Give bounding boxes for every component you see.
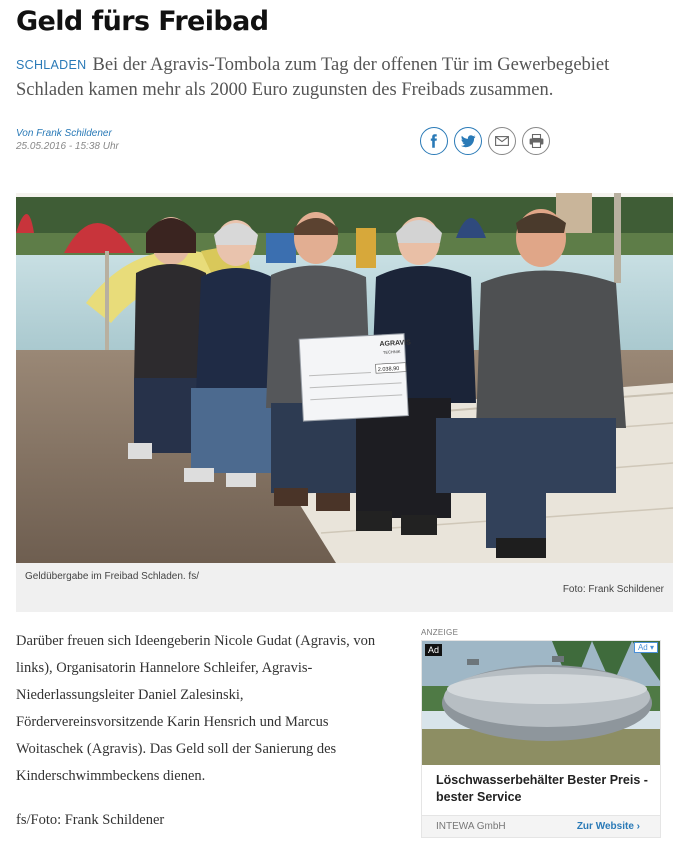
ad-cta-button[interactable] [577,821,640,832]
ad-badge: Ad [425,644,442,656]
twitter-share-button[interactable] [454,127,482,155]
lead-text: Bei der Agravis-Tombola zum Tag der offenen Tür im Gewerbegebiet Schladen kamen mehr als 2000 Euro zugunsten des Freibads zusammen. [16,55,610,100]
location-tag[interactable]: SCHLADEN [16,58,87,72]
publish-date: 25.05.2016 - 15:38 Uhr [16,141,119,152]
ad-footer [422,815,660,837]
ad-title[interactable]: Löschwasserbehälter Bester Preis - bester Service [436,773,648,804]
adchoices-button[interactable]: Ad ▾ [634,642,658,653]
byline [16,127,119,153]
chevron-right-icon: › [636,821,640,832]
print-button[interactable] [522,127,550,155]
mail-share-button[interactable] [488,127,516,155]
cheque-sub: TECHNIK [382,348,401,355]
ad-card[interactable] [421,640,661,838]
ad-image[interactable] [422,641,660,765]
ad-cta-label: Zur Website [576,821,634,832]
print-icon [529,134,544,148]
cheque-brand: AGRAVIS [379,339,412,348]
body-paragraph: Darüber freuen sich Ideengeberin Nicole Gudat (Agravis, von links), Organisatorin Hannelore Schleifer, Agravis-Niederlassungsleiter Daniel Zalesinski, Fördervereinsvorsitzende Karin Hensrich und Marcus Woitaschek (Agravis). Das Geld soll der Sanierung des Kinderschwimmbeckens dienen. [16,633,376,784]
article-body [16,628,388,834]
ad-advertiser: INTEWA GmbH [436,821,506,832]
facebook-icon [427,134,441,148]
body-paragraph: fs/Foto: Frank Schildener [16,812,165,828]
article-lead [16,53,656,103]
article-photo-figure [16,193,673,612]
photo-caption: Geldübergabe im Freibad Schladen. fs/ [25,571,199,582]
twitter-icon [461,135,476,148]
share-bar [420,127,550,155]
photo-credit: Foto: Frank Schildener [562,584,664,595]
ad-label: ANZEIGE [421,628,459,637]
facebook-share-button[interactable] [420,127,448,155]
article-headline: Geld fürs Freibad [16,6,269,37]
author-link[interactable]: Von Frank Schildener [16,128,112,139]
article-photo[interactable] [16,193,673,563]
cheque-amount: 2.038,90 [377,365,400,374]
mail-icon [495,136,509,146]
